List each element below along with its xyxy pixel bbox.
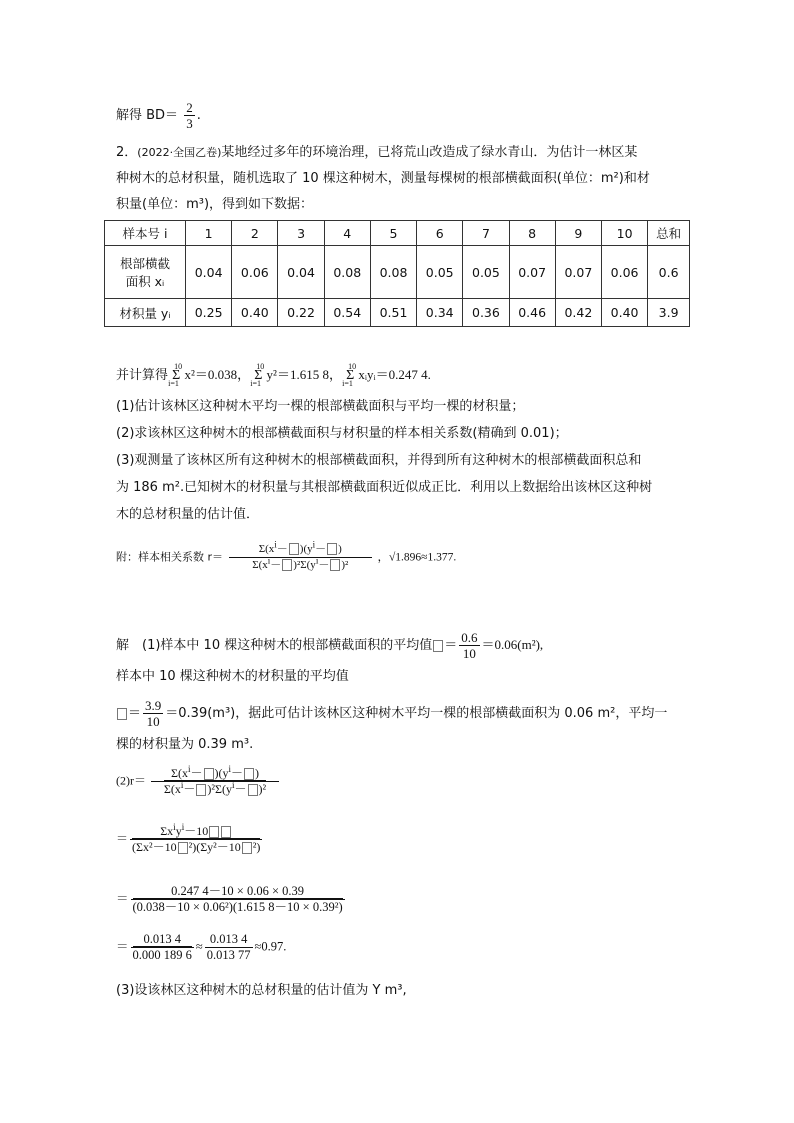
header-label: 样本号 i [105,221,186,246]
cell-x: 0.08 [324,246,370,299]
bd-prefix: 解得 BD＝ [116,108,179,123]
header-cell: 3 [278,221,324,246]
solution-1-line-2: 样本中 10 棵这种树木的材积量的平均值 [116,669,349,684]
solution-1-num: 0.6 [461,630,478,645]
cell-x: 0.6 [648,246,690,299]
solution-1-den: 10 [462,646,476,661]
given-sum-2: y²＝1.615 8， [266,367,342,382]
cell-y: 0.54 [324,299,370,327]
solution-1b-den: 10 [146,714,160,729]
cell-x: 0.08 [370,246,416,299]
row-x-label-1: 根部横截 [119,256,170,271]
header-cell: 5 [370,221,416,246]
row-x-label-2: 面积 xᵢ [125,274,165,289]
solution-3-line: (3)设该林区这种树木的总材积量的估计值为 Y m³, [116,983,407,998]
cell-y: 0.25 [186,299,232,327]
table-row-x [105,246,690,299]
solution-1-line-4: 棵的材积量为 0.39 m³. [116,737,254,752]
correlation-formula: $\frac{\Sigma(x^i- )(y^i- )}{\Sigma(x^i- )^2\Sigma(y^i- )^2}$ [229,542,372,573]
header-cell: 总和 [648,221,690,246]
cell-y: 0.46 [509,299,555,327]
solution-1b-fraction [143,698,163,729]
bd-result-line [116,100,201,131]
sum-symbol-1: Σ 10 i=1 [168,362,183,388]
r-label: (2)r＝ [116,773,146,788]
bd-den: 3 [186,116,193,131]
header-cell: 9 [555,221,601,246]
cell-x: 0.07 [555,246,601,299]
sum-symbol-3: Σ 10 i=1 [342,362,357,388]
bd-num: 2 [186,100,193,115]
r-result: ≈0.97. [254,939,287,954]
table-header-row [105,221,690,246]
header-cell: 4 [324,221,370,246]
solution-1b-num: 3.9 [145,698,162,713]
appendix-label: 附：样本相关系数 r＝ [116,550,224,564]
solution-1-result: ＝0.06(m²), [481,637,544,652]
ybar-symbol [117,708,127,720]
appendix-tail: ，√1.896≈1.377. [377,551,457,564]
r-step-1-fraction: $\frac{\Sigma(x^i- )(y^i- )}{\Sigma(x^i- )^2\Sigma(y^i- )^2}$ [151,766,279,797]
solution-1-line-1: 解 (1)样本中 10 棵这种树木的根部横截面积的平均值 ＝ $\frac{0.6}{10}$ ＝0.06(m²), [116,630,544,661]
problem-line-2: 种树木的总材积量，随机选取了 10 棵这种树木，测量每棵树的根部横截面积(单位：m²)和材 [116,171,650,186]
r-step-4-num-2: 0.013 4 [205,932,253,948]
problem-line-3: 积量(单位：m³)，得到如下数据： [116,197,314,212]
given-sum-1: x²＝0.038， [184,367,251,382]
question-3-line-3: 木的总材积量的估计值． [116,507,260,522]
bd-suffix: . [196,108,201,123]
header-cell: 7 [463,221,509,246]
cell-x: 0.04 [186,246,232,299]
r-step-3-num: 0.247 4－10 × 0.06 × 0.39 [131,884,345,900]
r-step-3-den: (0.038－10 × 0.06²)(1.615 8－10 × 0.39²) [132,900,343,914]
cell-x: 0.07 [509,246,555,299]
appendix-line [116,539,457,573]
question-3-line-1: (3)观测量了该林区所有这种树木的根部横截面积，并得到所有这种树木的根部横截面积总和 [116,453,642,468]
question-2: (2)求该林区这种树木的根部横截面积与材积量的样本相关系数(精确到 0.01)； [116,426,568,441]
question-3-line-2: 为 186 m².已知树木的材积量与其根部横截面积近似成正比．利用以上数据给出该林区这种树 [116,480,653,495]
r-step-4-num-1: 0.013 4 [131,932,194,948]
r-step-4: ＝ $\frac{0.013 4}{0.000 189 6}$ ≈ $\frac{0.013 4}{0.013 77}$ ≈0.97. [116,932,287,962]
header-cell: 8 [509,221,555,246]
problem-number: 2． [116,145,138,160]
cell-y: 0.51 [370,299,416,327]
xbar-symbol [433,640,443,652]
cell-y: 0.40 [601,299,647,327]
bd-fraction [184,100,195,131]
row-y-label: 材积量 yᵢ [105,299,186,327]
r-step-2-fraction: $\frac{\Sigma x^iy^i-10}{\text{(Σx²－10 ²)(Σy²－10 ²)}}$ [132,822,261,854]
problem-source: (2022·全国乙卷) [137,146,222,159]
cell-y: 0.36 [463,299,509,327]
cell-y: 0.22 [278,299,324,327]
header-cell: 2 [232,221,278,246]
cell-x: 0.05 [463,246,509,299]
r-step-3: ＝ $\frac{0.247 4-10 \times 0.06 \times 0.39}{\text{(0.038－10 × 0.06²)(1.615 8－10 × 0.39²)}}$ [116,884,343,914]
cell-x: 0.04 [278,246,324,299]
cell-x: 0.05 [417,246,463,299]
cell-y: 0.40 [232,299,278,327]
given-prefix: 并计算得 [116,368,169,383]
solution-1-line-3: ＝ $\frac{3.9}{10}$ ＝0.39(m³)，据此可估计该林区这种树木平均一棵的根部横截面积为 0.06 m²，平均一 [116,698,667,729]
r-step-4-fraction-1 [131,932,194,963]
sum-symbol-2: Σ 10 i=1 [250,362,265,388]
problem-line-1 [116,144,637,162]
header-cell: 6 [417,221,463,246]
header-cell: 10 [601,221,647,246]
problem-text-1: 某地经过多年的环境治理，已将荒山改造成了绿水青山．为估计一林区某 [221,145,638,160]
r-step-4-den-2: 0.013 77 [206,948,251,962]
r-step-3-fraction [131,884,345,915]
cell-y: 0.42 [555,299,601,327]
given-line [116,362,431,388]
solution-1-prefix: 解 (1)样本中 10 棵这种树木的根部横截面积的平均值 [116,638,433,653]
header-cell: 1 [186,221,232,246]
cell-y: 0.34 [417,299,463,327]
r-step-1 [116,766,281,797]
row-x-label [105,246,186,299]
r-step-4-den-1: 0.000 189 6 [132,948,192,962]
cell-y: 3.9 [648,299,690,327]
cell-x: 0.06 [601,246,647,299]
solution-1-rest: ＝0.39(m³)，据此可估计该林区这种树木平均一棵的根部横截面积为 0.06 m²，平均一 [165,706,668,721]
given-sum-3: xᵢyᵢ＝0.247 4. [358,367,431,382]
table-row-y [105,299,690,327]
r-step-4-fraction-2 [205,932,253,963]
r-step-2: ＝ $\frac{\Sigma x^iy^i-10}{\text{(Σx²－10 ²)(Σy²－10 ²)}}$ [116,822,261,854]
question-1: (1)估计该林区这种树木平均一棵的根部横截面积与平均一棵的材积量； [116,399,525,414]
data-table [104,220,690,327]
solution-1-fraction [459,630,479,661]
cell-x: 0.06 [232,246,278,299]
